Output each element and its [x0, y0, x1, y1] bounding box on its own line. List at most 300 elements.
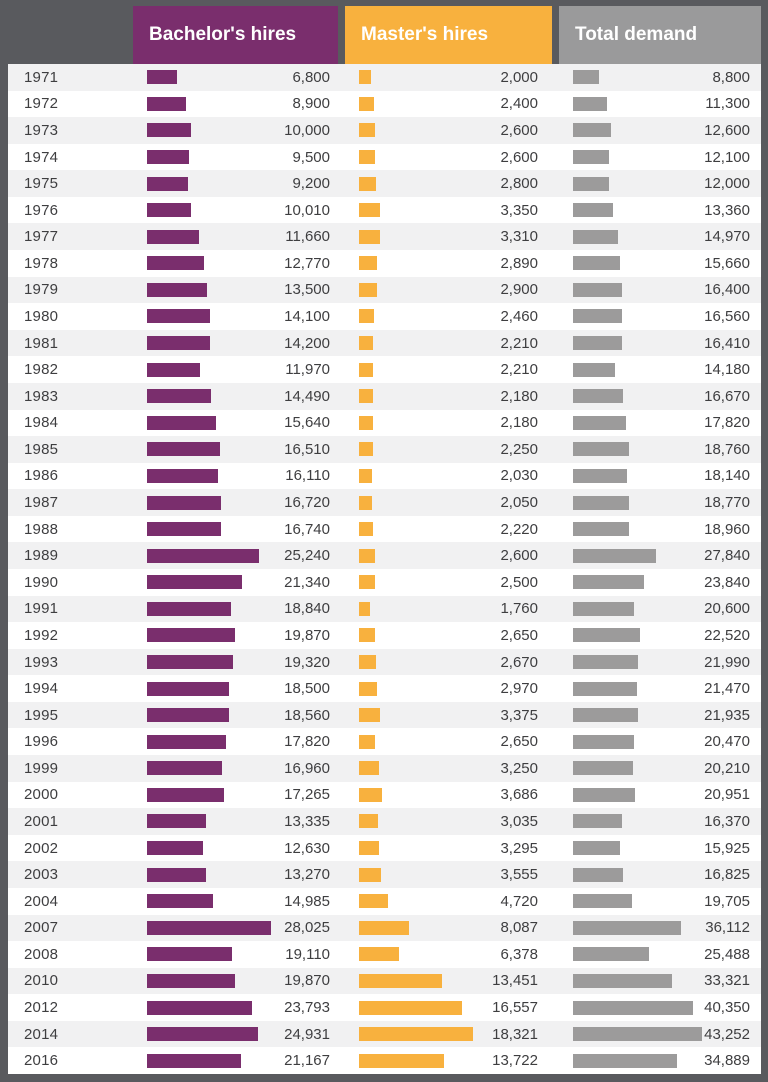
masters-bar — [359, 841, 379, 855]
total-cell — [559, 941, 761, 968]
total-cell — [559, 223, 761, 250]
total-cell — [559, 728, 761, 755]
total-value: 21,470 — [704, 680, 750, 698]
total-value: 43,252 — [704, 1025, 750, 1043]
masters-cell — [345, 702, 552, 729]
year-label: 1973 — [24, 121, 59, 139]
year-label: 2004 — [24, 892, 59, 910]
table-row — [8, 861, 761, 888]
year-label: 1993 — [24, 653, 59, 671]
masters-bar — [359, 336, 373, 350]
total-cell — [559, 356, 761, 383]
total-cell — [559, 144, 761, 171]
total-bar — [573, 814, 622, 828]
bachelors-cell — [133, 144, 338, 171]
total-bar — [573, 336, 622, 350]
masters-bar — [359, 947, 399, 961]
masters-cell — [345, 356, 552, 383]
total-value: 21,990 — [704, 653, 750, 671]
masters-value: 4,720 — [500, 892, 538, 910]
masters-cell — [345, 835, 552, 862]
total-bar — [573, 1054, 677, 1068]
bachelors-cell — [133, 755, 338, 782]
total-bar — [573, 682, 637, 696]
total-bar — [573, 708, 638, 722]
total-value: 8,800 — [712, 68, 750, 86]
table-row — [8, 1021, 761, 1048]
total-bar — [573, 602, 634, 616]
total-value: 17,820 — [704, 414, 750, 432]
masters-cell — [345, 223, 552, 250]
total-cell — [559, 835, 761, 862]
table-row — [8, 728, 761, 755]
masters-cell — [345, 994, 552, 1021]
bachelors-bar — [147, 70, 177, 84]
masters-value: 2,800 — [500, 175, 538, 193]
total-bar — [573, 256, 620, 270]
total-cell — [559, 436, 761, 463]
masters-cell — [345, 489, 552, 516]
total-cell — [559, 888, 761, 915]
bachelors-value: 12,630 — [284, 839, 330, 857]
bachelors-bar — [147, 894, 213, 908]
masters-cell — [345, 968, 552, 995]
masters-cell — [345, 649, 552, 676]
total-cell — [559, 303, 761, 330]
masters-cell — [345, 861, 552, 888]
table-row — [8, 144, 761, 171]
masters-cell — [345, 170, 552, 197]
bachelors-bar — [147, 1001, 252, 1015]
total-value: 40,350 — [704, 999, 750, 1017]
total-bar — [573, 123, 611, 137]
total-bar — [573, 150, 609, 164]
masters-value: 16,557 — [492, 999, 538, 1017]
year-label: 2012 — [24, 999, 59, 1017]
masters-bar — [359, 203, 380, 217]
total-value: 36,112 — [705, 919, 750, 937]
bachelors-value: 16,740 — [284, 520, 330, 538]
bachelors-bar — [147, 177, 188, 191]
masters-cell — [345, 888, 552, 915]
masters-cell — [345, 596, 552, 623]
masters-cell — [345, 91, 552, 118]
masters-cell — [345, 277, 552, 304]
bachelors-cell — [133, 915, 338, 942]
masters-value: 2,890 — [500, 254, 538, 272]
bachelors-bar — [147, 628, 235, 642]
year-label: 2008 — [24, 945, 59, 963]
masters-bar — [359, 177, 376, 191]
bachelors-cell — [133, 197, 338, 224]
table-row — [8, 1047, 761, 1074]
total-cell — [559, 330, 761, 357]
total-bar — [573, 416, 626, 430]
masters-bar — [359, 283, 377, 297]
masters-bar — [359, 363, 373, 377]
bachelors-cell — [133, 941, 338, 968]
total-value: 20,210 — [704, 759, 750, 777]
masters-cell — [345, 410, 552, 437]
bachelors-cell — [133, 808, 338, 835]
table-row — [8, 915, 761, 942]
masters-value: 3,295 — [500, 839, 538, 857]
masters-value: 2,210 — [500, 361, 538, 379]
bachelors-bar — [147, 203, 191, 217]
masters-cell — [345, 117, 552, 144]
masters-bar — [359, 974, 442, 988]
bachelors-cell — [133, 250, 338, 277]
table-row — [8, 303, 761, 330]
total-cell — [559, 649, 761, 676]
masters-cell — [345, 808, 552, 835]
bachelors-cell — [133, 303, 338, 330]
masters-bar — [359, 894, 388, 908]
bachelors-cell — [133, 861, 338, 888]
year-label: 1985 — [24, 440, 59, 458]
total-value: 21,935 — [704, 706, 750, 724]
bachelors-bar — [147, 123, 191, 137]
bachelors-bar — [147, 814, 206, 828]
total-bar — [573, 203, 613, 217]
bachelors-cell — [133, 91, 338, 118]
table-row — [8, 755, 761, 782]
table-row — [8, 410, 761, 437]
total-value: 19,705 — [704, 892, 750, 910]
bachelors-cell — [133, 223, 338, 250]
bachelors-value: 16,960 — [284, 759, 330, 777]
total-value: 16,410 — [704, 334, 750, 352]
year-label: 1984 — [24, 414, 59, 432]
total-bar — [573, 442, 629, 456]
masters-value: 2,900 — [500, 281, 538, 299]
bachelors-value: 14,985 — [284, 892, 330, 910]
total-value: 18,760 — [704, 440, 750, 458]
bachelors-cell — [133, 170, 338, 197]
masters-bar — [359, 921, 409, 935]
total-bar — [573, 921, 681, 935]
masters-cell — [345, 569, 552, 596]
masters-cell — [345, 144, 552, 171]
masters-bar — [359, 628, 375, 642]
year-label: 2001 — [24, 812, 59, 830]
masters-value: 2,180 — [500, 414, 538, 432]
total-bar — [573, 496, 629, 510]
masters-cell — [345, 728, 552, 755]
bachelors-bar — [147, 522, 221, 536]
total-value: 14,180 — [704, 361, 750, 379]
bachelors-value: 11,970 — [285, 361, 330, 379]
table-row — [8, 596, 761, 623]
masters-cell — [345, 542, 552, 569]
masters-value: 2,500 — [500, 573, 538, 591]
bachelors-cell — [133, 728, 338, 755]
bachelors-value: 16,720 — [284, 494, 330, 512]
total-cell — [559, 702, 761, 729]
masters-cell — [345, 463, 552, 490]
bachelors-cell — [133, 410, 338, 437]
masters-cell — [345, 197, 552, 224]
bachelors-cell — [133, 277, 338, 304]
total-value: 16,400 — [704, 281, 750, 299]
table-row — [8, 888, 761, 915]
bachelors-cell — [133, 888, 338, 915]
masters-value: 6,378 — [500, 945, 538, 963]
masters-bar — [359, 602, 370, 616]
bachelors-bar — [147, 735, 226, 749]
total-cell — [559, 383, 761, 410]
year-label: 1977 — [24, 228, 59, 246]
masters-cell — [345, 516, 552, 543]
total-value: 12,600 — [704, 121, 750, 139]
total-cell — [559, 1047, 761, 1074]
masters-bar — [359, 575, 375, 589]
total-value: 18,770 — [704, 494, 750, 512]
bachelors-cell — [133, 994, 338, 1021]
year-label: 1989 — [24, 547, 59, 565]
table-row — [8, 383, 761, 410]
total-cell — [559, 410, 761, 437]
table-row — [8, 64, 761, 91]
total-cell — [559, 197, 761, 224]
masters-value: 2,180 — [500, 387, 538, 405]
bachelors-value: 8,900 — [292, 95, 330, 113]
total-bar — [573, 177, 609, 191]
masters-value: 2,600 — [500, 547, 538, 565]
masters-cell — [345, 1047, 552, 1074]
bachelors-value: 17,265 — [284, 786, 330, 804]
total-bar — [573, 389, 623, 403]
year-label: 2016 — [24, 1052, 59, 1070]
total-value: 11,300 — [705, 95, 750, 113]
total-bar — [573, 628, 640, 642]
total-bar — [573, 230, 618, 244]
masters-cell — [345, 436, 552, 463]
bachelors-cell — [133, 383, 338, 410]
total-value: 22,520 — [704, 626, 750, 644]
total-bar — [573, 841, 620, 855]
year-label: 1982 — [24, 361, 59, 379]
masters-value: 3,375 — [500, 706, 538, 724]
total-bar — [573, 575, 644, 589]
table-row — [8, 197, 761, 224]
bachelors-bar — [147, 97, 186, 111]
table-row — [8, 782, 761, 809]
total-value: 16,370 — [704, 812, 750, 830]
bachelors-value: 19,870 — [284, 972, 330, 990]
total-value: 16,825 — [704, 866, 750, 884]
total-cell — [559, 915, 761, 942]
total-cell — [559, 861, 761, 888]
table-row — [8, 91, 761, 118]
masters-bar — [359, 389, 373, 403]
bachelors-bar — [147, 469, 218, 483]
masters-value: 2,600 — [500, 121, 538, 139]
bachelors-value: 16,110 — [285, 467, 330, 485]
table-row — [8, 489, 761, 516]
masters-cell — [345, 64, 552, 91]
masters-value: 2,670 — [500, 653, 538, 671]
table-row — [8, 356, 761, 383]
total-value: 18,960 — [704, 520, 750, 538]
total-cell — [559, 596, 761, 623]
table-row — [8, 250, 761, 277]
bachelors-bar — [147, 788, 224, 802]
masters-value: 2,600 — [500, 148, 538, 166]
table-body — [8, 64, 761, 1074]
bachelors-cell — [133, 596, 338, 623]
total-bar — [573, 97, 607, 111]
bachelors-bar — [147, 150, 189, 164]
bachelors-value: 13,335 — [284, 812, 330, 830]
table-row — [8, 675, 761, 702]
total-bar — [573, 947, 649, 961]
total-bar — [573, 309, 622, 323]
total-cell — [559, 542, 761, 569]
masters-cell — [345, 250, 552, 277]
masters-value: 2,970 — [500, 680, 538, 698]
masters-bar — [359, 708, 380, 722]
masters-value: 1,760 — [500, 600, 538, 618]
masters-bar — [359, 788, 382, 802]
total-bar — [573, 894, 632, 908]
table-row — [8, 223, 761, 250]
masters-cell — [345, 1021, 552, 1048]
bachelors-cell — [133, 436, 338, 463]
bachelors-bar — [147, 549, 259, 563]
total-bar — [573, 522, 629, 536]
bachelors-bar — [147, 1027, 258, 1041]
year-label: 1995 — [24, 706, 59, 724]
masters-bar — [359, 230, 380, 244]
total-bar — [573, 1027, 702, 1041]
year-label: 1990 — [24, 573, 59, 591]
masters-bar — [359, 735, 375, 749]
masters-bar — [359, 256, 377, 270]
year-label: 1994 — [24, 680, 59, 698]
total-value: 33,321 — [704, 972, 750, 990]
masters-value: 2,030 — [500, 467, 538, 485]
bachelors-value: 21,167 — [284, 1052, 330, 1070]
year-label: 2003 — [24, 866, 59, 884]
masters-cell — [345, 330, 552, 357]
table-row — [8, 835, 761, 862]
bachelors-value: 12,770 — [284, 254, 330, 272]
total-value: 20,951 — [704, 786, 750, 804]
total-bar — [573, 974, 672, 988]
bachelors-bar — [147, 496, 221, 510]
table-row — [8, 994, 761, 1021]
masters-value: 2,050 — [500, 494, 538, 512]
table-row — [8, 649, 761, 676]
bachelors-bar — [147, 336, 210, 350]
masters-bar — [359, 416, 373, 430]
bachelors-bar — [147, 575, 242, 589]
bachelors-bar — [147, 761, 222, 775]
year-label: 1988 — [24, 520, 59, 538]
bachelors-value: 19,870 — [284, 626, 330, 644]
total-cell — [559, 994, 761, 1021]
total-value: 25,488 — [704, 945, 750, 963]
total-cell — [559, 489, 761, 516]
bachelors-cell — [133, 782, 338, 809]
year-label: 1979 — [24, 281, 59, 299]
year-label: 1976 — [24, 201, 59, 219]
masters-value: 2,650 — [500, 626, 538, 644]
bachelors-value: 18,500 — [284, 680, 330, 698]
total-bar — [573, 1001, 693, 1015]
total-cell — [559, 117, 761, 144]
bachelors-value: 25,240 — [284, 547, 330, 565]
bachelors-bar — [147, 442, 220, 456]
bachelors-bar — [147, 309, 210, 323]
total-value: 16,670 — [704, 387, 750, 405]
table-row — [8, 170, 761, 197]
total-value: 23,840 — [704, 573, 750, 591]
column-headers — [8, 6, 761, 64]
bachelors-value: 16,510 — [284, 440, 330, 458]
total-bar — [573, 363, 615, 377]
bachelors-value: 13,270 — [284, 866, 330, 884]
bachelors-cell — [133, 649, 338, 676]
masters-bar — [359, 1027, 473, 1041]
masters-bar — [359, 549, 375, 563]
masters-bar — [359, 868, 381, 882]
total-cell — [559, 782, 761, 809]
table-row — [8, 968, 761, 995]
year-label: 2014 — [24, 1025, 59, 1043]
total-bar — [573, 70, 599, 84]
total-value: 15,660 — [704, 254, 750, 272]
year-label: 2002 — [24, 839, 59, 857]
bachelors-bar — [147, 655, 233, 669]
table-row — [8, 941, 761, 968]
bachelors-value: 28,025 — [284, 919, 330, 937]
bachelors-bar — [147, 283, 207, 297]
year-label: 1983 — [24, 387, 59, 405]
bachelors-cell — [133, 117, 338, 144]
year-label: 1992 — [24, 626, 59, 644]
year-column-spacer — [8, 6, 133, 64]
masters-value: 3,035 — [500, 812, 538, 830]
total-cell — [559, 1021, 761, 1048]
year-label: 1999 — [24, 759, 59, 777]
total-cell — [559, 91, 761, 118]
masters-bar — [359, 761, 379, 775]
bachelors-value: 9,500 — [292, 148, 330, 166]
bachelors-value: 17,820 — [284, 733, 330, 751]
total-cell — [559, 463, 761, 490]
bachelors-bar — [147, 868, 206, 882]
table-row — [8, 463, 761, 490]
year-label: 1987 — [24, 494, 59, 512]
total-bar — [573, 549, 656, 563]
masters-cell — [345, 383, 552, 410]
bachelors-value: 13,500 — [284, 281, 330, 299]
table-row — [8, 808, 761, 835]
masters-value: 2,220 — [500, 520, 538, 538]
year-label: 1975 — [24, 175, 59, 193]
bachelors-value: 15,640 — [284, 414, 330, 432]
bachelors-cell — [133, 675, 338, 702]
bachelors-value: 23,793 — [284, 999, 330, 1017]
bachelors-bar — [147, 708, 229, 722]
total-value: 12,000 — [704, 175, 750, 193]
bachelors-cell — [133, 356, 338, 383]
column-header-bachelors-hires: Bachelor's hires — [133, 6, 338, 64]
total-value: 20,600 — [704, 600, 750, 618]
bachelors-cell — [133, 516, 338, 543]
